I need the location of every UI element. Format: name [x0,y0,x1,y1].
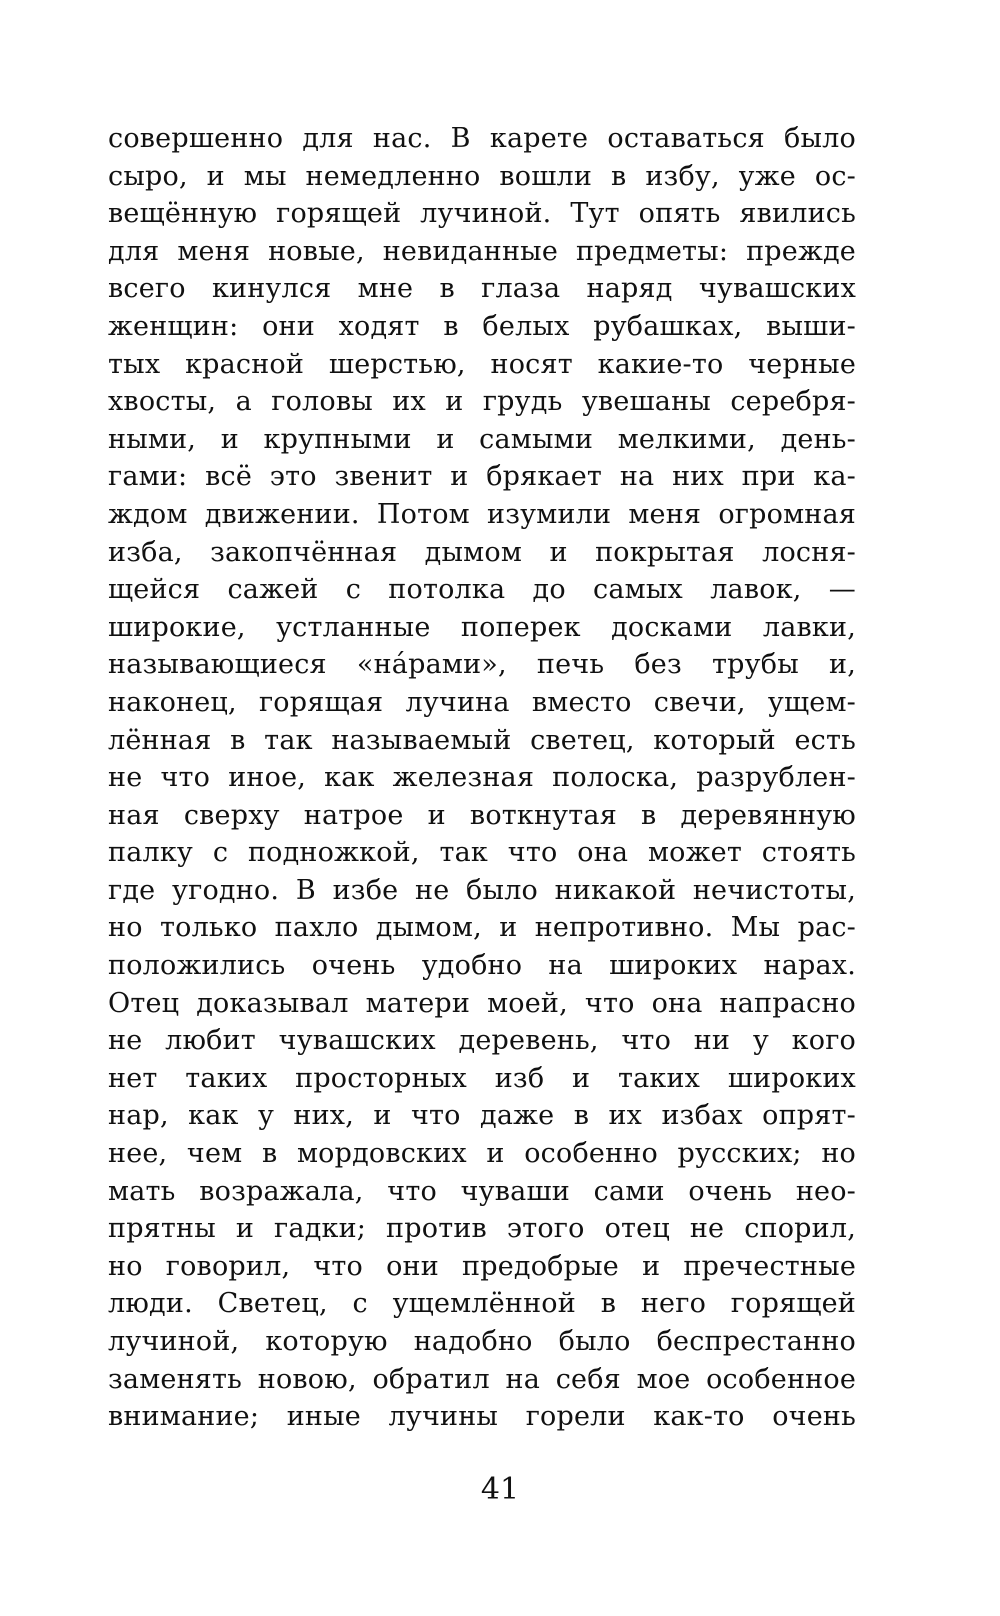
text-line-9: ными, и крупными и самыми мелкими, день- [108,423,856,455]
text-line-29: мать возражала, что чуваши сами очень нео- [108,1175,856,1207]
text-line-4: для меня новые, невиданные предметы: прежде [108,235,856,267]
text-line-7: тых красной шерстью, носят какие-то черные [108,348,856,380]
text-line-22: но только пахло дымом, и непротивно. Мы рас- [108,912,856,944]
text-line-31: но говорил, что они предобрые и пречестные [108,1250,856,1282]
text-line-28: нее, чем в мордовских и особенно русских; но [108,1138,856,1170]
text-line-10: гами: всё это звенит и брякает на них при ка- [108,461,856,493]
text-line-15: называющиеся «на́рами», печь без трубы и, [108,649,856,681]
text-line-23: положились очень удобно на широких нарах. [108,950,856,982]
text-line-6: женщин: они ходят в белых рубашках, выши- [108,310,856,342]
text-line-3: вещённую горящей лучиной. Тут опять явились [108,198,856,230]
text-line-2: сыро, и мы немедленно вошли в избу, уже ос- [108,160,856,192]
text-line-8: хвосты, а головы их и грудь увешаны серебря- [108,386,856,418]
text-line-18: не что иное, как железная полоска, разрублен- [108,762,856,794]
text-line-1: совершенно для нас. В карете оставаться было [108,123,856,154]
text-line-33: лучиной, которую надобно было беспрестанно [108,1326,856,1357]
text-line-35: внимание; иные лучины горели как-то очень [108,1401,856,1433]
text-line-16: наконец, горящая лучина вместо свечи, ущем- [108,686,856,718]
text-line-17: лённая в так называемый светец, который есть [108,724,856,756]
body-text [108,120,856,1436]
text-line-5: всего кинулся мне в глаза наряд чувашских [108,273,856,305]
text-line-26: нет таких просторных изб и таких широких [108,1062,856,1094]
text-line-11: ждом движении. Потом изумили меня огромная [108,498,856,530]
text-line-32: люди. Светец, с ущемлённой в него горящей [108,1288,856,1320]
text-line-12: изба, закопчённая дымом и покрытая лосня- [108,536,856,568]
page-number: 41 [480,1472,520,1507]
text-line-21: где угодно. В избе не было никакой нечистоты, [108,874,856,906]
text-line-34: заменять новою, обратил на себя мое особенное [108,1363,856,1395]
text-line-25: не любит чувашских деревень, что ни у кого [108,1025,856,1057]
text-line-27: нар, как у них, и что даже в их избах опрят- [108,1100,856,1132]
text-line-19: ная сверху натрое и воткнутая в деревянную [108,799,856,831]
text-line-14: широкие, устланные поперек досками лавки, [108,611,856,643]
text-line-20: палку с подножкой, так что она может стоять [108,837,856,869]
text-line-24: Отец доказывал матери моей, что она напрасно [108,987,856,1019]
text-line-13: щейся сажей с потолка до самых лавок, — [108,574,856,606]
text-line-30: прятны и гадки; против этого отец не спорил, [108,1213,856,1245]
